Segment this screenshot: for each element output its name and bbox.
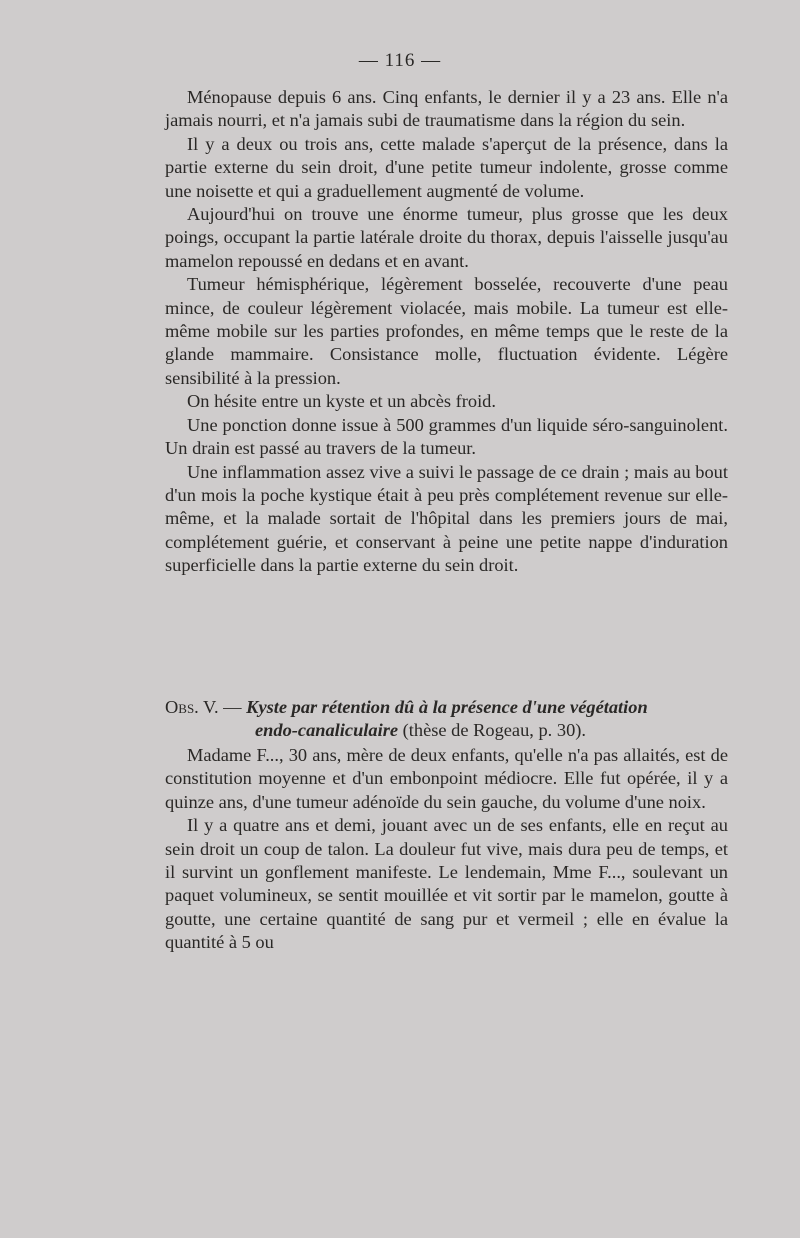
page-number: — 116 — xyxy=(358,50,442,71)
observation-title-part1: Kyste par rétention dû à la présence d'une végétation xyxy=(246,697,648,717)
body-text-before-observation xyxy=(165,86,728,578)
observation-source: (thèse de Rogeau, p. 30). xyxy=(402,720,586,741)
paragraph: Madame F..., 30 ans, mère de deux enfants, qu'elle n'a pas allaités, est de constitution moyenne et d'un embonpoint médiocre. Elle fut opérée, il y a quinze ans, d'une tumeur adénoïde du sein gauche, du volume d'une noix. xyxy=(165,745,728,812)
paragraph: Aujourd'hui on trouve une énorme tumeur, plus grosse que les deux poings, occupant la partie latérale droite du thorax, depuis l'aisselle jusqu'au mamelon repoussé en dedans et en avant. xyxy=(165,204,728,271)
observation-title-part2: endo-canaliculaire xyxy=(255,720,399,741)
body-text-after-observation xyxy=(165,744,728,955)
paragraph: Tumeur hémisphérique, légèrement bosselée, recouverte d'une peau mince, de couleur légèrement violacée, mais mobile. La tumeur est elle-même mobile sur les parties profondes, en même temps que le reste de la glande mammaire. Consistance molle, fluctuation évidente. Légère sensibilité à la pression. xyxy=(165,274,728,388)
observation-heading xyxy=(165,696,728,743)
paragraph: Une inflammation assez vive a suivi le passage de ce drain ; mais au bout d'un mois la poche kystique était à peu près complétement revenue sur elle-même, et la malade sortait de l'hôpital dans les premiers jours de mai, complétement guérie, et conservant à peine une petite nappe d'induration superficielle dans la partie externe du sein droit. xyxy=(165,461,728,576)
observation-dash: — xyxy=(223,697,242,717)
paragraph: Une ponction donne issue à 500 grammes d'un liquide séro-sanguinolent. Un drain est passé au travers de la tumeur. xyxy=(165,414,728,459)
observation-label: Obs. V. xyxy=(165,697,219,717)
paragraph: Il y a quatre ans et demi, jouant avec un de ses enfants, elle en reçut au sein droit un coup de talon. La douleur fut vive, mais dura peu de temps, et il survint un gonflement manifeste. Le lendemain, Mme F..., soulevant un paquet volumineux, se sentit mouillée et vit sortir par le mamelon, goutte à goutte, une certaine quantité de sang pur et vermeil ; elle en évalue la quantité à 5 ou xyxy=(165,815,728,953)
paragraph: Ménopause depuis 6 ans. Cinq enfants, le dernier il y a 23 ans. Elle n'a jamais nourri, et n'a jamais subi de traumatisme dans la région du sein. xyxy=(165,87,728,131)
paragraph: On hésite entre un kyste et un abcès froid. xyxy=(187,391,496,412)
paragraph: Il y a deux ou trois ans, cette malade s'aperçut de la présence, dans la partie externe du sein droit, d'une petite tumeur indolente, grosse comme une noisette et qui a graduellement augmenté de volume. xyxy=(165,133,728,201)
